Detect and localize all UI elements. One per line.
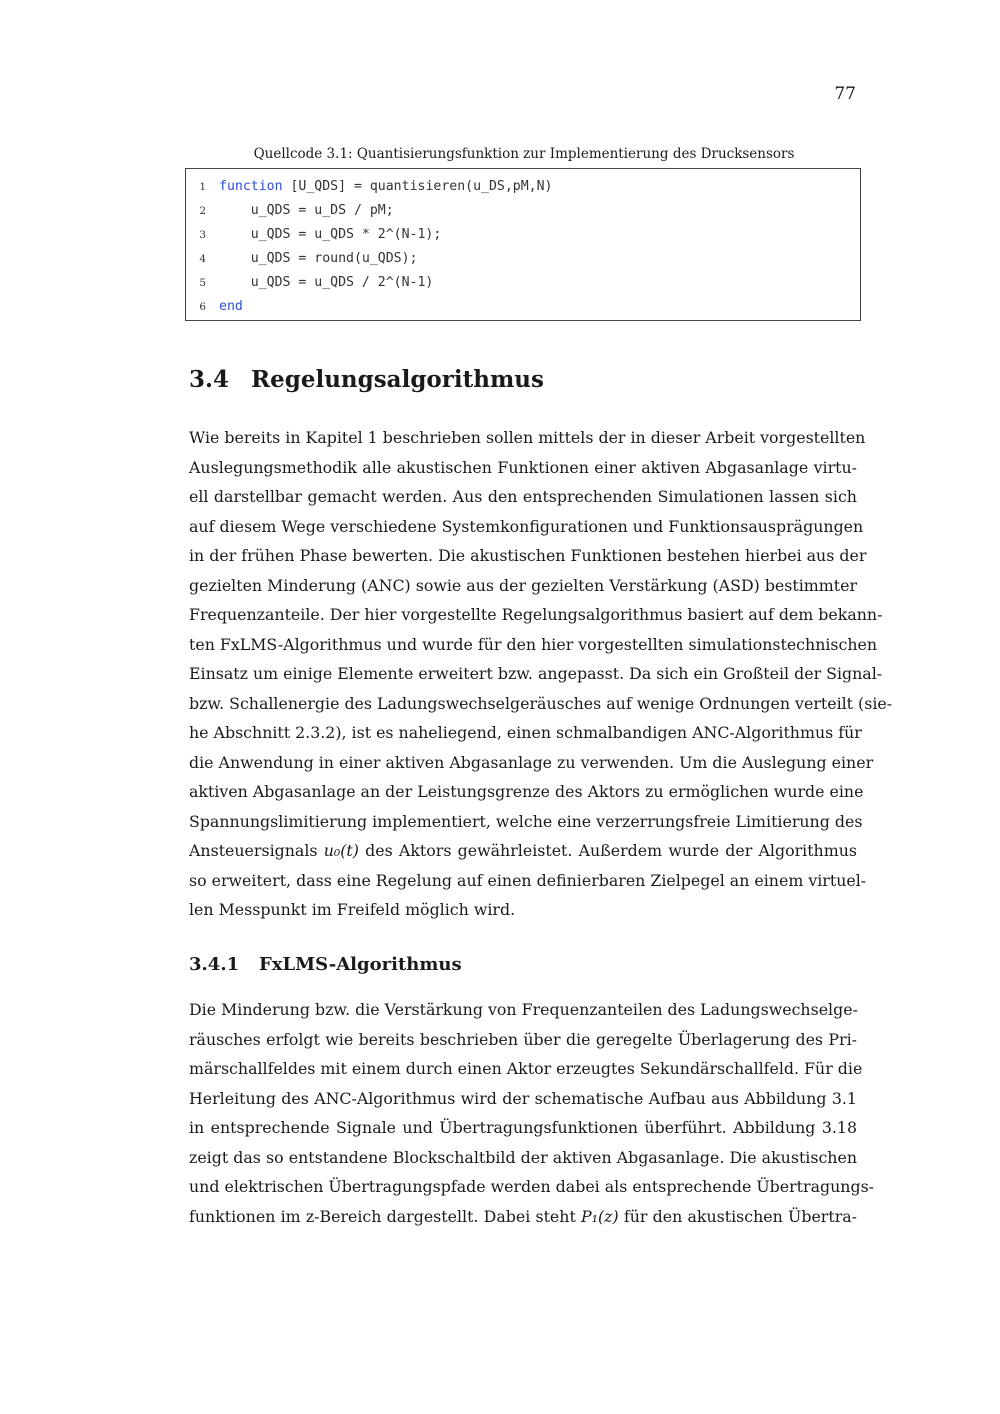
text-line: in der frühen Phase bewerten. Die akustischen Funktionen bestehen hierbei aus der — [189, 546, 867, 565]
text-line: märschallfeldes mit einem durch einen Aktor erzeugtes Sekundärschallfeld. Für die — [189, 1059, 863, 1078]
code-text: u_QDS = u_DS / pM; — [219, 203, 394, 218]
text-line: und elektrischen Übertragungspfade werden dabei als entsprechende Übertragungs- — [189, 1177, 875, 1196]
text-line: Auslegungsmethodik alle akustischen Funktionen einer aktiven Abgasanlage virtu- — [189, 457, 857, 477]
code-line — [186, 199, 860, 223]
listing-caption: Quellcode 3.1: Quantisierungsfunktion zur Implementierung des Drucksensors — [253, 146, 795, 162]
section-number: 3.4 — [189, 366, 230, 393]
code-line — [186, 271, 860, 295]
code-keyword: function — [219, 179, 283, 194]
line-number: 1 — [199, 181, 206, 193]
text-line: aktiven Abgasanlage an der Leistungsgrenze des Aktors zu ermöglichen wurde eine — [189, 782, 864, 801]
line-number: 3 — [199, 229, 206, 241]
text-segment: des Aktors gewährleistet. Außerdem wurde der Algorithmus — [365, 841, 857, 860]
text-line: in entsprechende Signale und Übertragungsfunktionen überführt. Abbildung 3.18 — [189, 1118, 857, 1137]
code-text: u_QDS = round(u_QDS); — [219, 251, 418, 266]
body-paragraph-1 — [189, 423, 893, 925]
text-line: Wie bereits in Kapitel 1 beschrieben sollen mittels der in dieser Arbeit vorgestellten — [189, 428, 866, 447]
code-text: u_QDS = u_QDS / 2^(N-1) — [219, 275, 434, 290]
line-number: 6 — [199, 301, 206, 313]
text-line: ten FxLMS-Algorithmus und wurde für den hier vorgestellten simulationstechnischen — [189, 634, 878, 654]
code-text: [U_QDS] = quantisieren(u_DS,pM,N) — [282, 179, 553, 194]
math-u0-t: u₀(t) — [323, 841, 359, 860]
text-line: Herleitung des ANC-Algorithmus wird der schematische Aufbau aus Abbildung 3.1 — [189, 1088, 857, 1108]
text-segment: für den akustischen Übertra- — [623, 1206, 857, 1226]
text-line: bzw. Schallenergie des Ladungswechselgeräusches auf wenige Ordnungen verteilt (sie- — [189, 693, 893, 713]
text-line: Einsatz um einige Elemente erweitert bzw. angepasst. Da sich ein Großteil der Signal- — [189, 664, 883, 683]
text-line: so erweitert, dass eine Regelung auf einen definierbaren Zielpegel an einem virtuel- — [189, 870, 867, 890]
code-keyword: end — [219, 299, 243, 314]
line-number: 2 — [199, 205, 206, 217]
code-line — [186, 295, 860, 319]
section-title: Regelungsalgorithmus — [251, 366, 544, 393]
text-segment: funktionen im z-Bereich dargestellt. Dabei steht — [189, 1206, 576, 1226]
text-line: zeigt das so entstandene Blockschaltbild der aktiven Abgasanlage. Die akustischen — [189, 1147, 857, 1167]
text-line: Spannungslimitierung implementiert, welche eine verzerrungsfreie Limitierung des — [189, 811, 863, 831]
code-line — [186, 247, 860, 271]
text-line: auf diesem Wege verschiedene Systemkonfigurationen und Funktionsausprägungen — [189, 516, 864, 536]
text-line — [189, 1202, 857, 1232]
code-listing — [185, 168, 861, 321]
code-line — [186, 175, 860, 199]
text-line: Die Minderung bzw. die Verstärkung von Frequenzanteilen des Ladungswechselge- — [189, 1000, 858, 1019]
text-line: Frequenzanteile. Der hier vorgestellte Regelungsalgorithmus basiert auf dem bekann- — [189, 605, 883, 624]
code-line — [186, 223, 860, 247]
body-paragraph-2 — [189, 995, 875, 1231]
text-line: len Messpunkt im Freifeld möglich wird. — [189, 900, 516, 919]
text-line: die Anwendung in einer aktiven Abgasanlage zu verwenden. Um die Auslegung einer — [189, 752, 874, 772]
text-segment: Ansteuersignals — [189, 841, 318, 860]
text-line: gezielten Minderung (ANC) sowie aus der gezielten Verstärkung (ASD) bestimmter — [189, 575, 857, 595]
text-line: räusches erfolgt wie bereits beschrieben über die geregelte Überlagerung des Pri- — [189, 1029, 857, 1049]
code-text: u_QDS = u_QDS * 2^(N-1); — [219, 227, 442, 242]
line-number: 4 — [199, 253, 206, 265]
text-line: he Abschnitt 2.3.2), ist es naheliegend, einen schmalbandigen ANC-Algorithmus für — [189, 723, 862, 742]
section-heading — [189, 366, 544, 393]
math-p1-z: P₁(z) — [581, 1206, 619, 1226]
text-line — [189, 836, 857, 866]
subsection-number: 3.4.1 — [189, 954, 240, 975]
subsection-title: FxLMS-Algorithmus — [259, 954, 462, 975]
text-line: ell darstellbar gemacht werden. Aus den entsprechenden Simulationen lassen sich — [189, 487, 857, 506]
subsection-heading — [189, 954, 462, 975]
page-number: 77 — [834, 84, 856, 104]
line-number: 5 — [199, 277, 206, 289]
